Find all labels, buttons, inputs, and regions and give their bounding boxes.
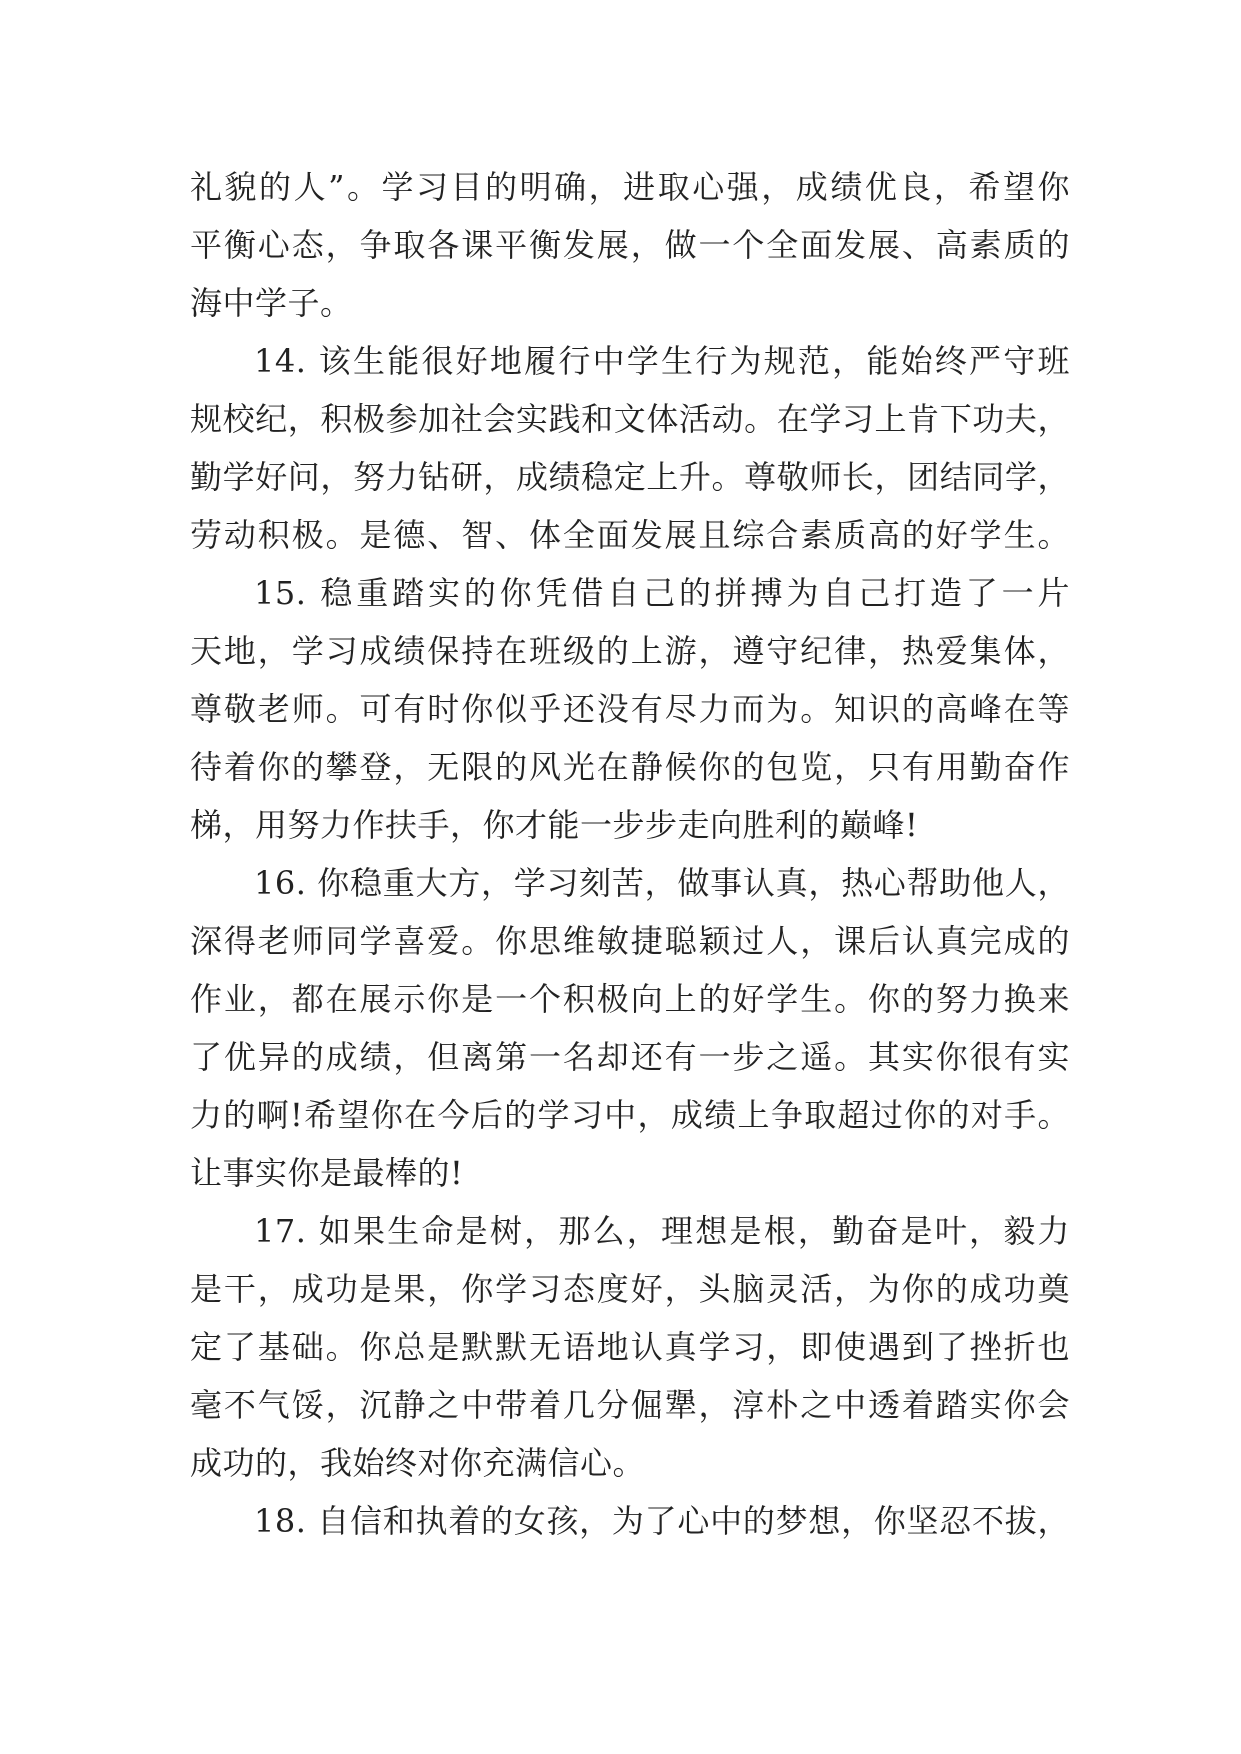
- text-line: 劳动积极。是德、智、体全面发展且综合素质高的好学生。: [190, 516, 1070, 554]
- text-line: 力的啊!希望你在今后的学习中，成绩上争取超过你的对手。: [190, 1096, 1070, 1134]
- text-line: 毫不气馁，沉静之中带着几分倔犟，淳朴之中透着踏实你会: [190, 1386, 1070, 1424]
- text-line: 了优异的成绩，但离第一名却还有一步之遥。其实你很有实: [190, 1038, 1070, 1076]
- text-line: 天地，学习成绩保持在班级的上游，遵守纪律，热爱集体，: [190, 632, 1070, 670]
- text-line: 深得老师同学喜爱。你思维敏捷聪颖过人，课后认真完成的: [190, 922, 1070, 960]
- document-body: [190, 158, 1070, 1550]
- text-line: 礼貌的人”。学习目的明确，进取心强，成绩优良，希望你: [190, 168, 1070, 206]
- text-line: 15. 稳重踏实的你凭借自己的拼搏为自己打造了一片: [254, 574, 1070, 612]
- text-line: 17. 如果生命是树，那么，理想是根，勤奋是叶，毅力: [254, 1212, 1070, 1250]
- text-line: 勤学好问，努力钻研，成绩稳定上升。尊敬师长，团结同学，: [190, 458, 1070, 496]
- text-line: 18. 自信和执着的女孩，为了心中的梦想，你坚忍不拔，: [254, 1502, 1070, 1540]
- text-line: 定了基础。你总是默默无语地认真学习，即使遇到了挫折也: [190, 1328, 1070, 1366]
- text-line: 待着你的攀登，无限的风光在静候你的包览，只有用勤奋作: [190, 748, 1070, 786]
- text-line: 成功的，我始终对你充满信心。: [190, 1444, 646, 1482]
- text-line: 平衡心态，争取各课平衡发展，做一个全面发展、高素质的: [190, 226, 1070, 264]
- text-line: 梯，用努力作扶手，你才能一步步走向胜利的巅峰!: [190, 806, 919, 844]
- text-line: 作业，都在展示你是一个积极向上的好学生。你的努力换来: [190, 980, 1070, 1018]
- text-line: 16. 你稳重大方，学习刻苦，做事认真，热心帮助他人，: [254, 864, 1070, 902]
- text-line: 海中学子。: [190, 284, 353, 322]
- text-line: 尊敬老师。可有时你似乎还没有尽力而为。知识的高峰在等: [190, 690, 1070, 728]
- text-line: 是干，成功是果，你学习态度好，头脑灵活，为你的成功奠: [190, 1270, 1070, 1308]
- text-line: 让事实你是最棒的!: [190, 1154, 464, 1192]
- text-line: 规校纪，积极参加社会实践和文体活动。在学习上肯下功夫，: [190, 400, 1070, 438]
- text-line: 14. 该生能很好地履行中学生行为规范，能始终严守班: [254, 342, 1070, 380]
